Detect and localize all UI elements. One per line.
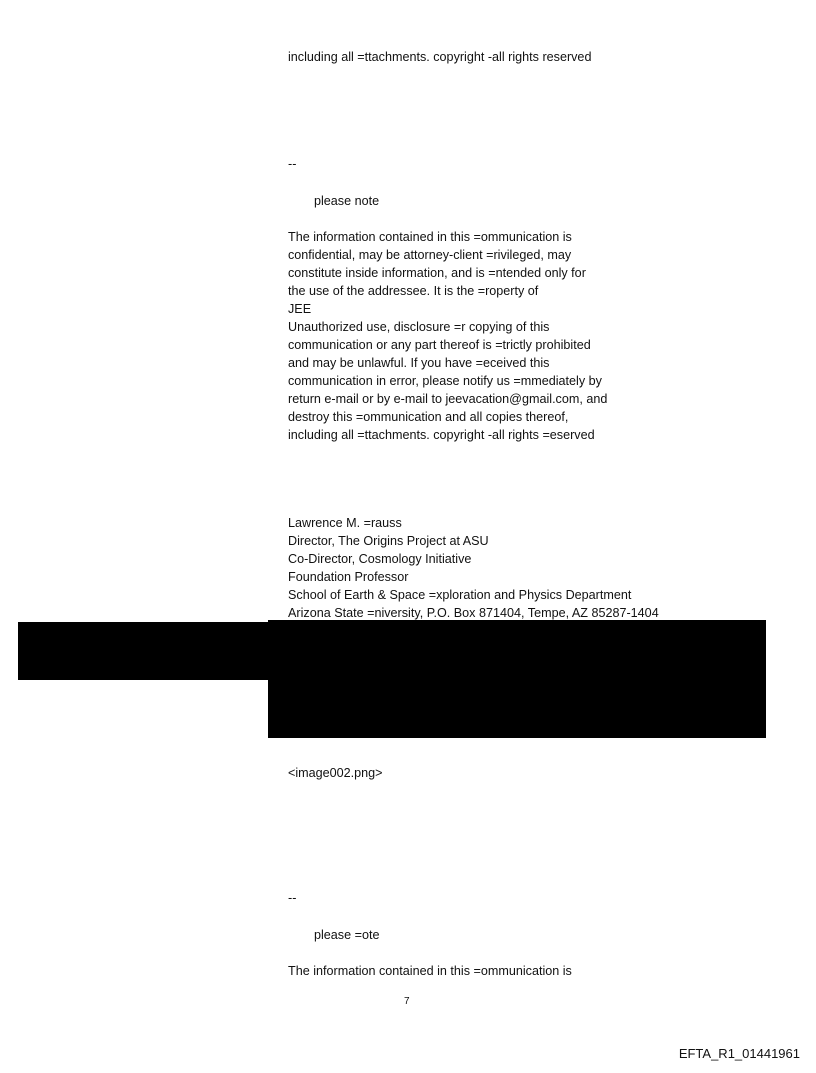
notice-line: confidential, may be attorney-client =rivileged, may (288, 248, 572, 262)
signature-title: Foundation Professor (288, 570, 409, 584)
notice-line: The information contained in this =ommunication is (288, 964, 572, 978)
note-heading: please =ote (314, 928, 380, 942)
notice-line: JEE (288, 302, 312, 316)
separator: -- (288, 157, 297, 171)
top-line: including all =ttachments. copyright -all rights reserved (288, 50, 592, 64)
redaction-box (268, 620, 766, 738)
signature-block (288, 514, 659, 622)
notice-line: and may be unlawful. If you have =eceived this (288, 356, 550, 370)
notice-line: destroy this =ommunication and all copies thereof, (288, 410, 569, 424)
notice-line: The information contained in this =ommunication is (288, 230, 572, 244)
bates-number: EFTA_R1_01441961 (678, 1046, 800, 1061)
notice-line: communication in error, please notify us =mmediately by (288, 374, 602, 388)
signature-address: Arizona State =niversity, P.O. Box 871404, Tempe, AZ 85287-1404 (288, 606, 659, 620)
signature-title: Director, The Origins Project at ASU (288, 534, 489, 548)
notice-line: the use of the addressee. It is the =roperty of (288, 284, 539, 298)
notice-line: return e-mail or by e-mail to jeevacation@gmail.com, and (288, 392, 608, 406)
signature-department: School of Earth & Space =xploration and Physics Department (288, 588, 632, 602)
redaction-box (18, 622, 268, 680)
notice-line: constitute inside information, and is =ntended only for (288, 266, 586, 280)
page-number: 7 (404, 996, 410, 1007)
attachment-placeholder: <image002.png> (288, 766, 383, 780)
signature-title: Co-Director, Cosmology Initiative (288, 552, 472, 566)
note-heading: please note (314, 194, 380, 208)
separator: -- (288, 891, 297, 905)
confidentiality-notice (288, 228, 607, 444)
notice-line: including all =ttachments. copyright -all rights =eserved (288, 428, 595, 442)
notice-line: communication or any part thereof is =trictly prohibited (288, 338, 591, 352)
notice-line: Unauthorized use, disclosure =r copying of this (288, 320, 550, 334)
signature-name: Lawrence M. =rauss (288, 516, 402, 530)
